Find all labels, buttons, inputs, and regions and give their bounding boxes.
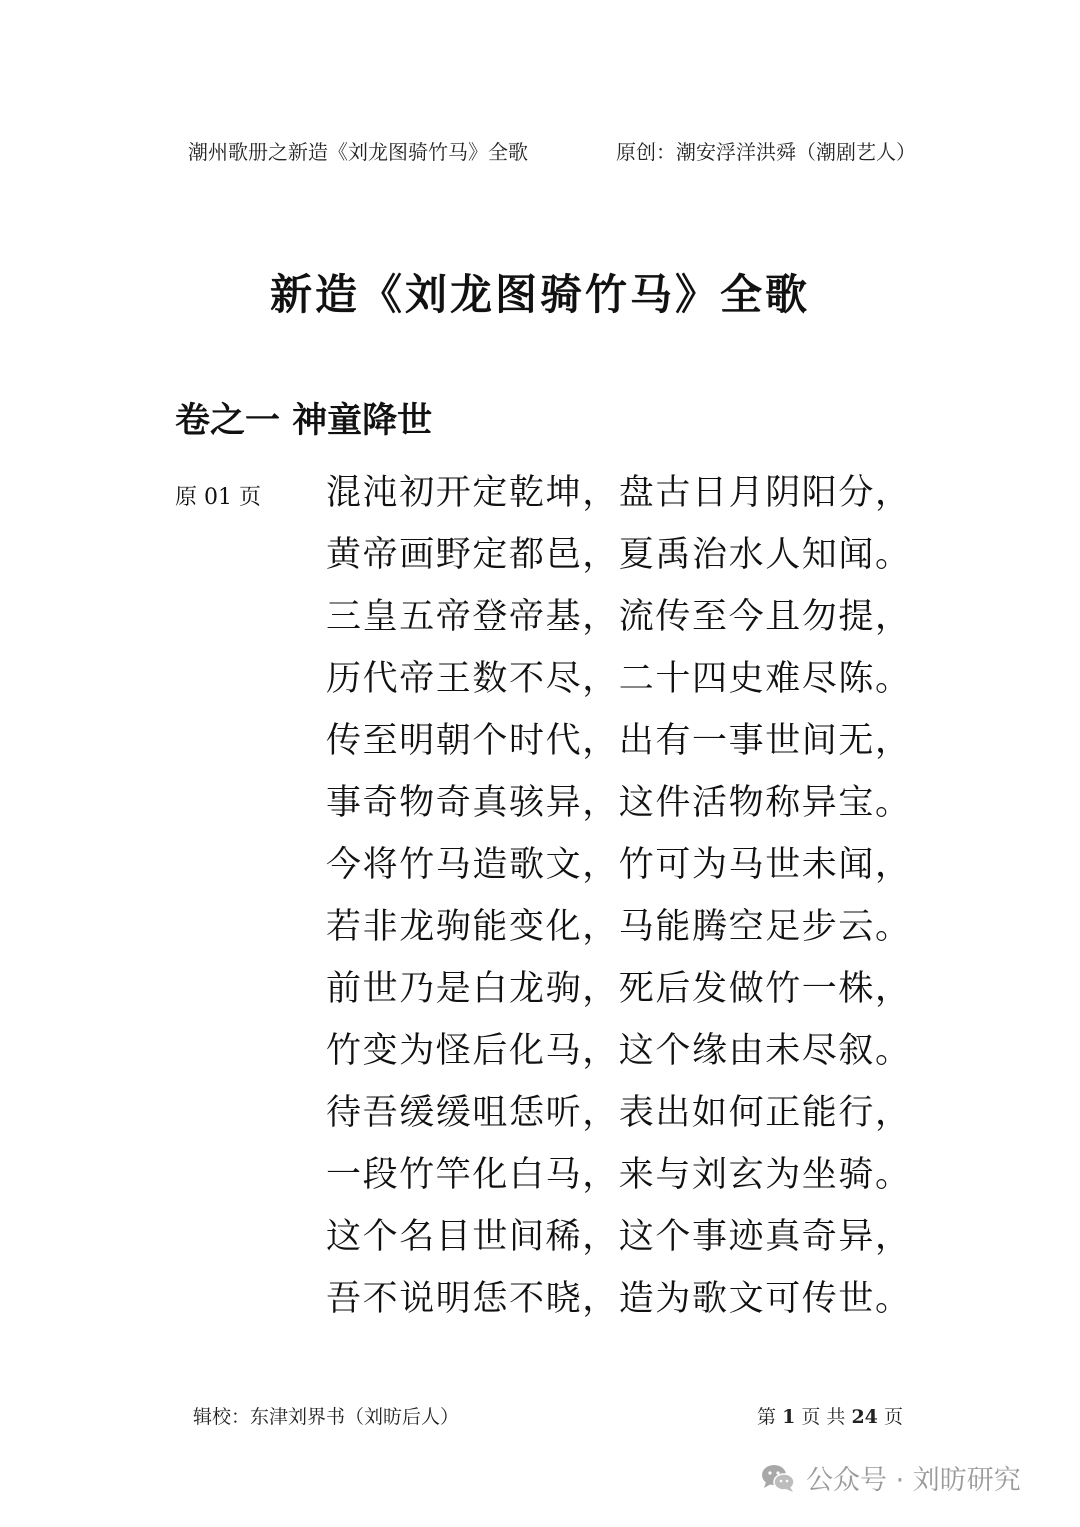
original-page-label: 原 01 页 (175, 485, 261, 510)
current-page: 1 (782, 1406, 796, 1428)
page-prefix: 第 (757, 1406, 777, 1428)
section-title: 卷之一 神童降世 (175, 400, 433, 441)
poem-line: 事奇物奇真骇异，这件活物称异宝。 (326, 783, 912, 823)
poem-line: 吾不说明恁不晓，造为歌文可传世。 (326, 1279, 912, 1319)
poem-line: 前世乃是白龙驹，死后发做竹一株， (326, 969, 912, 1009)
poem-line: 若非龙驹能变化，马能腾空足步云。 (326, 907, 912, 947)
wechat-watermark (760, 1458, 1021, 1497)
total-pages: 24 (851, 1406, 878, 1428)
poem-line: 历代帝王数不尽，二十四史难尽陈。 (326, 659, 912, 699)
document-title: 新造《刘龙图骑竹马》全歌 (269, 270, 810, 319)
watermark-text: 公众号 · 刘昉研究 (806, 1465, 1021, 1496)
poem-body (326, 462, 912, 1330)
poem-line: 竹变为怪后化马，这个缘由未尽叙。 (326, 1031, 912, 1071)
page-middle: 页 共 (801, 1406, 846, 1428)
footer-editor: 辑校：东津刘界书（刘昉后人） (193, 1406, 460, 1428)
poem-line: 三皇五帝登帝基，流传至今且勿提， (326, 597, 912, 637)
page-suffix: 页 (883, 1406, 903, 1428)
poem-line: 黄帝画野定都邑，夏禹治水人知闻。 (326, 535, 912, 575)
wechat-icon (760, 1462, 796, 1494)
poem-line: 这个名目世间稀，这个事迹真奇异， (326, 1217, 912, 1257)
poem-line: 今将竹马造歌文，竹可为马世未闻， (326, 845, 912, 885)
running-header-title: 潮州歌册之新造《刘龙图骑竹马》全歌 (188, 140, 528, 164)
footer-page-number (757, 1402, 903, 1429)
poem-line: 混沌初开定乾坤，盘古日月阴阳分， (326, 473, 912, 513)
poem-line: 一段竹竿化白马，来与刘玄为坐骑。 (326, 1155, 912, 1195)
poem-line: 传至明朝个时代，出有一事世间无， (326, 721, 912, 761)
running-header-author: 原创：潮安浮洋洪舜（潮剧艺人） (616, 140, 916, 164)
poem-line: 待吾缓缓咀恁听，表出如何正能行， (326, 1093, 912, 1133)
